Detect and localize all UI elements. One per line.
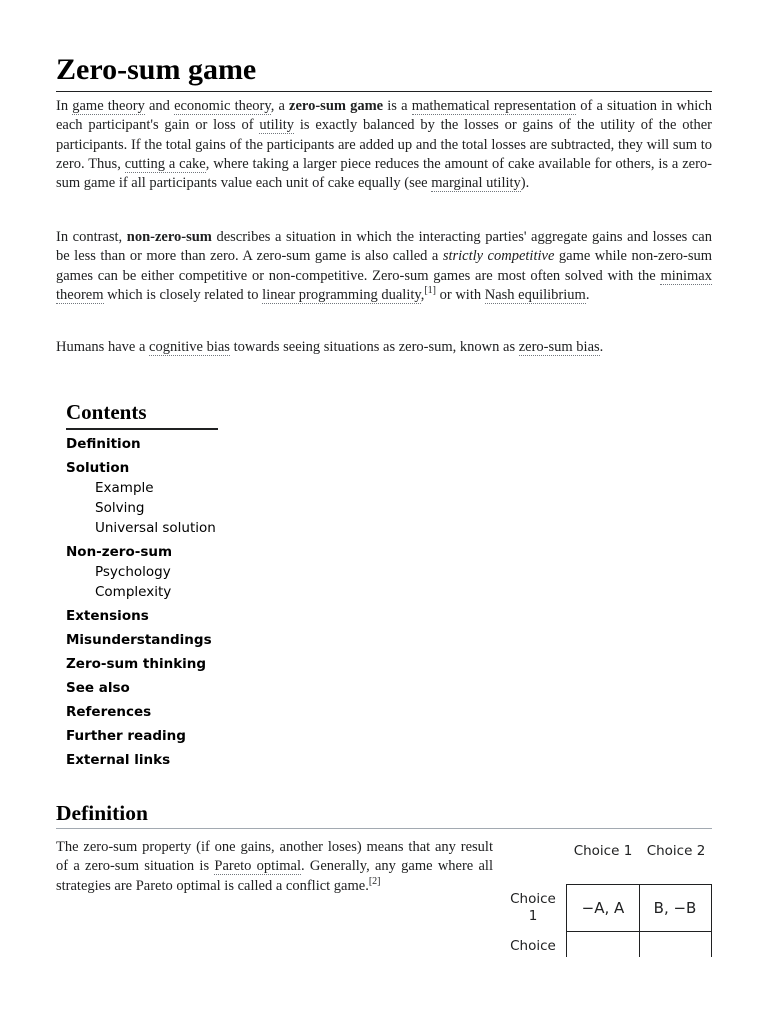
text-run: or with: [436, 286, 485, 303]
row-header-choice-1: Choice 1: [510, 891, 556, 924]
text-run: which is closely related to: [103, 286, 263, 303]
intro-paragraph-2: [56, 228, 712, 305]
link-mathematical-representation[interactable]: mathematical representation: [411, 98, 577, 114]
toc-item-zero-sum-thinking[interactable]: Zero-sum thinking: [66, 656, 207, 672]
text-run: Humans have a: [56, 339, 150, 355]
toc-item-solving[interactable]: Solving: [95, 500, 145, 516]
toc-item-misunderstandings[interactable]: Misunderstandings: [66, 632, 212, 648]
bold-term-zero-sum-game: zero-sum game: [289, 98, 384, 114]
text-run: , where taking a larger piece reduces the amount of cake available for others, is a zero-sum game if all participants value each unit of cake equally (see: [56, 155, 712, 192]
toc-item-definition[interactable]: Definition: [66, 436, 141, 452]
cell-1-2: B, −B: [639, 884, 712, 932]
toc-item-complexity[interactable]: Complexity: [95, 584, 172, 600]
row-header-choice-2: Choice: [510, 938, 556, 954]
text-run: of a situation in which each participant's gain or loss of: [56, 98, 712, 134]
link-cutting-a-cake[interactable]: cutting a cake: [124, 155, 206, 172]
cell-1-1: −A, A: [566, 884, 640, 932]
text-run: .: [585, 286, 590, 303]
table-of-contents: [66, 396, 346, 770]
cell-2-2: [639, 931, 712, 957]
toc-item-further-reading[interactable]: Further reading: [66, 728, 186, 744]
toc-item-extensions[interactable]: Extensions: [66, 608, 149, 624]
link-marginal-utility[interactable]: marginal utility: [431, 175, 521, 192]
text-run: The zero-sum property (if one gains, another loses) means that any result of a zero-sum situation is: [56, 839, 493, 875]
text-run: describes a situation in which the interacting parties' aggregate gains and losses can be less than or more than zero. A zero-sum game is also called a: [56, 229, 712, 265]
text-run: towards seeing situations as zero-sum, known as: [229, 339, 519, 355]
toc-item-psychology[interactable]: Psychology: [95, 564, 171, 580]
link-utility[interactable]: utility: [259, 117, 295, 134]
text-run: is a: [383, 98, 412, 114]
toc-item-example[interactable]: Example: [95, 480, 154, 496]
page-title: Zero-sum game: [56, 50, 712, 92]
text-run: . Generally, any game where all strategies are Pareto optimal is called a conflict game.: [56, 858, 493, 894]
citation-1[interactable]: [1]: [424, 285, 436, 297]
text-run: ,: [420, 286, 425, 303]
contents-title: Contents: [66, 396, 218, 430]
toc-item-solution[interactable]: Solution: [66, 460, 130, 476]
link-minimax-theorem[interactable]: minimax theorem: [56, 267, 712, 303]
text-run: game while non-zero-sum games can be either competitive or non-competitive. Zero-sum games are most often solved with the: [56, 248, 712, 284]
text-run: ).: [520, 175, 530, 192]
intro-paragraph-3: [56, 338, 712, 357]
text-run: In contrast,: [56, 229, 127, 245]
definition-paragraph: [56, 838, 493, 896]
link-zero-sum-bias[interactable]: zero-sum bias: [518, 339, 600, 355]
link-cognitive-bias[interactable]: cognitive bias: [149, 339, 230, 355]
toc-item-see-also[interactable]: See also: [66, 680, 130, 696]
cell-2-1: [566, 931, 640, 957]
link-game-theory[interactable]: game theory: [72, 98, 145, 114]
link-pareto-optimal[interactable]: Pareto optimal: [214, 858, 301, 875]
toc-item-non-zero-sum[interactable]: Non-zero-sum: [66, 544, 173, 560]
column-header-choice-2: Choice 2: [646, 843, 706, 859]
intro-paragraph-1: [56, 97, 712, 193]
citation-2[interactable]: [2]: [368, 875, 381, 887]
text-run: and: [144, 98, 175, 114]
toc-item-references[interactable]: References: [66, 704, 152, 720]
link-economic-theory[interactable]: economic theory: [174, 98, 271, 114]
link-nash-equilibrium[interactable]: Nash equilibrium: [484, 286, 586, 303]
link-linear-programming-duality[interactable]: linear programming duality: [262, 286, 421, 303]
text-run: .: [599, 339, 604, 355]
bold-term-non-zero-sum: non-zero-sum: [126, 229, 212, 245]
italic-term-strictly-competitive: strictly competitive: [442, 248, 555, 265]
text-run: In: [56, 98, 73, 114]
text-run: , a: [270, 98, 290, 114]
toc-item-universal-solution[interactable]: Universal solution: [95, 520, 216, 536]
text-run: is exactly balanced by the losses or gains of the utility of the other participants. If the total gains of the participants are added up and the total losses are subtracted, they will sum to zero. Thus,: [56, 117, 713, 172]
column-header-choice-1: Choice 1: [573, 843, 633, 859]
section-heading-definition: Definition: [56, 798, 712, 829]
toc-item-external-links[interactable]: External links: [66, 752, 171, 768]
